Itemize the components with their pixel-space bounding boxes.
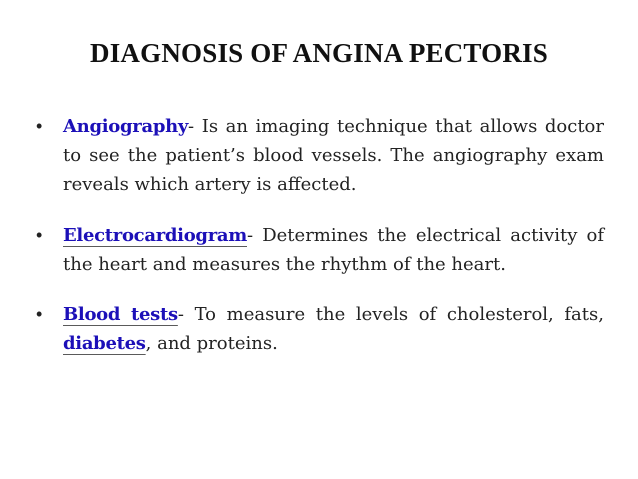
term-diabetes: diabetes	[63, 333, 146, 354]
bullet-text-end: , and proteins.	[145, 333, 278, 354]
bullet-list	[36, 112, 604, 358]
term-separator: -	[188, 116, 202, 137]
term-electrocardiogram: Electrocardiogram	[63, 225, 247, 246]
bullet-text: Is an imaging technique that allows doctor to see the patient’s blood vessels. The angiography exam reveals which artery is affected.	[63, 116, 605, 195]
bullet-angiography	[36, 112, 604, 199]
term-separator: -	[177, 304, 195, 325]
term-blood-tests: Blood tests	[63, 304, 178, 325]
term-separator: -	[247, 225, 263, 246]
bullet-text: Determines the electrical activity of the heart and measures the rhythm of the heart.	[63, 225, 605, 275]
bullet-text: To measure the levels of cholesterol, fats,	[194, 304, 604, 325]
slide-title: DIAGNOSIS OF ANGINA PECTORIS	[90, 38, 548, 68]
bullet-blood-tests	[36, 300, 604, 358]
term-angiography: Angiography	[63, 116, 189, 137]
bullet-electrocardiogram	[36, 221, 604, 279]
